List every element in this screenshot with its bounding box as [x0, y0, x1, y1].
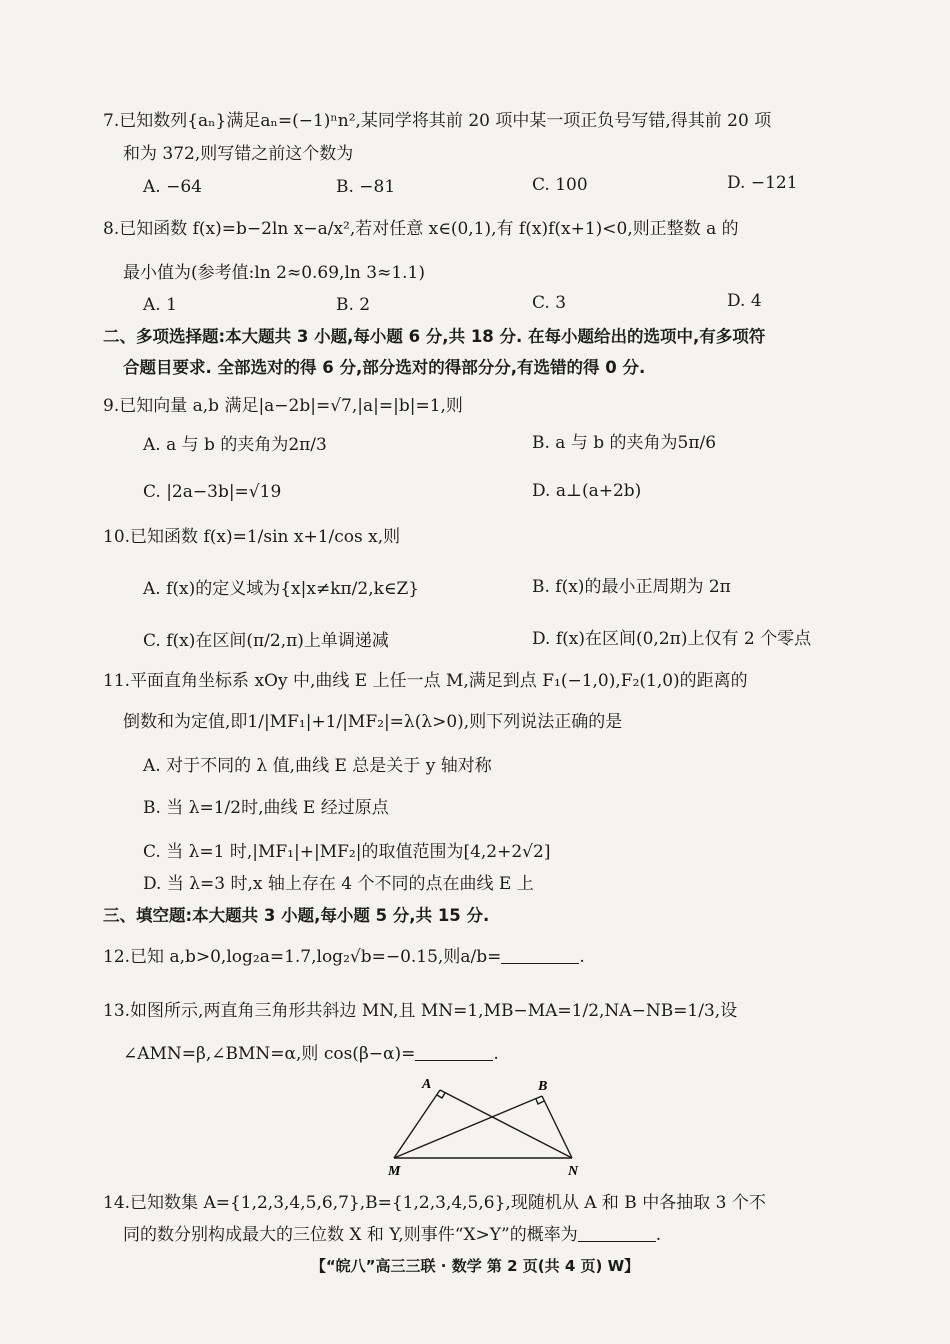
q8-option-d: D. 4	[727, 291, 762, 311]
q13-answer-blank[interactable]	[415, 1044, 493, 1061]
q7-option-c: C. 100	[532, 175, 588, 195]
q8-option-a: A. 1	[143, 295, 177, 315]
q9-stem: 9.已知向量 a,b 满足|a−2b|=√7,|a|=|b|=1,则	[103, 396, 463, 416]
section3-heading: 三、填空题:本大题共 3 小题,每小题 5 分,共 15 分.	[103, 906, 490, 925]
q10-option-d: D. f(x)在区间(0,2π)上仅有 2 个零点	[532, 629, 812, 649]
q8-option-b: B. 2	[336, 295, 371, 315]
segment-bn	[542, 1096, 572, 1158]
q8-stem-line2: 最小值为(参考值:ln 2≈0.69,ln 3≈1.1)	[123, 263, 425, 283]
q7-stem-line1: 7.已知数列{aₙ}满足aₙ=(−1)ⁿn²,某同学将其前 20 项中某一项正负号写错,得其前 20 项	[103, 111, 772, 131]
q12-answer-blank[interactable]	[501, 947, 579, 964]
q14-answer-blank[interactable]	[578, 1225, 656, 1242]
q7-option-d: D. −121	[727, 173, 798, 193]
q14-stem-line2	[123, 1224, 661, 1246]
section2-heading-line2: 合题目要求. 全部选对的得 6 分,部分选对的得部分分,有选错的得 0 分.	[123, 358, 646, 377]
q12-stem	[103, 946, 585, 968]
q10-stem: 10.已知函数 f(x)=1/sin x+1/cos x,则	[103, 527, 401, 547]
page-footer: 【“皖八”高三三联 · 数学 第 2 页(共 4 页) W】	[310, 1257, 640, 1275]
q7-option-a: A. −64	[143, 177, 202, 197]
q7-stem-line2: 和为 372,则写错之前这个数为	[123, 144, 354, 164]
q8-option-c: C. 3	[532, 293, 567, 313]
q13-stem-line2	[123, 1043, 499, 1065]
q13-end: .	[493, 1044, 499, 1064]
label-n: N	[568, 1164, 579, 1179]
q10-option-b: B. f(x)的最小正周期为 2π	[532, 577, 731, 597]
right-angle-mark-b	[536, 1099, 544, 1104]
q11-option-b: B. 当 λ=1/2时,曲线 E 经过原点	[143, 798, 389, 818]
q10-option-c: C. f(x)在区间(π/2,π)上单调递减	[143, 631, 389, 651]
q14-stem-line1: 14.已知数集 A={1,2,3,4,5,6,7},B={1,2,3,4,5,6},现随机从 A 和 B 中各抽取 3 个不	[103, 1193, 766, 1213]
label-b: B	[538, 1079, 548, 1094]
q12-text: 12.已知 a,b>0,log₂a=1.7,log₂√b=−0.15,则a/b=	[103, 947, 502, 967]
q11-option-c: C. 当 λ=1 时,|MF₁|+|MF₂|的取值范围为[4,2+2√2]	[143, 842, 551, 862]
q9-option-a: A. a 与 b 的夹角为2π/3	[143, 435, 327, 455]
label-m: M	[388, 1164, 401, 1179]
q8-stem-line1: 8.已知函数 f(x)=b−2ln x−a/x²,若对任意 x∈(0,1),有 f(x)f(x+1)<0,则正整数 a 的	[103, 219, 739, 239]
q10-option-a: A. f(x)的定义域为{x|x≠kπ/2,k∈Z}	[143, 579, 420, 599]
q7-option-b: B. −81	[336, 177, 396, 197]
q11-stem-line1: 11.平面直角坐标系 xOy 中,曲线 E 上任一点 M,满足到点 F₁(−1,0),F₂(1,0)的距离的	[103, 671, 748, 691]
label-a: A	[422, 1077, 432, 1092]
segment-an	[440, 1090, 572, 1158]
section2-heading-line1: 二、多项选择题:本大题共 3 小题,每小题 6 分,共 18 分. 在每小题给出的选项中,有多项符	[103, 327, 766, 346]
q9-option-d: D. a⊥(a+2b)	[532, 481, 642, 501]
q12-end: .	[579, 947, 585, 967]
segment-mb	[394, 1096, 542, 1158]
q11-option-d: D. 当 λ=3 时,x 轴上存在 4 个不同的点在曲线 E 上	[143, 874, 534, 894]
q11-option-a: A. 对于不同的 λ 值,曲线 E 总是关于 y 轴对称	[143, 756, 492, 776]
q11-stem-line2: 倒数和为定值,即1/|MF₁|+1/|MF₂|=λ(λ>0),则下列说法正确的是	[123, 712, 623, 732]
q14-text: 同的数分别构成最大的三位数 X 和 Y,则事件“X>Y”的概率为	[123, 1225, 578, 1245]
q9-option-c: C. |2a−3b|=√19	[143, 482, 282, 502]
q13-text: ∠AMN=β,∠BMN=α,则 cos(β−α)=	[123, 1044, 416, 1064]
q14-end: .	[655, 1225, 662, 1245]
q13-stem-line1: 13.如图所示,两直角三角形共斜边 MN,且 MN=1,MB−MA=1/2,NA−NB=1/3,设	[103, 1001, 738, 1021]
q13-triangle-figure	[380, 1072, 590, 1180]
q9-option-b: B. a 与 b 的夹角为5π/6	[532, 433, 717, 453]
